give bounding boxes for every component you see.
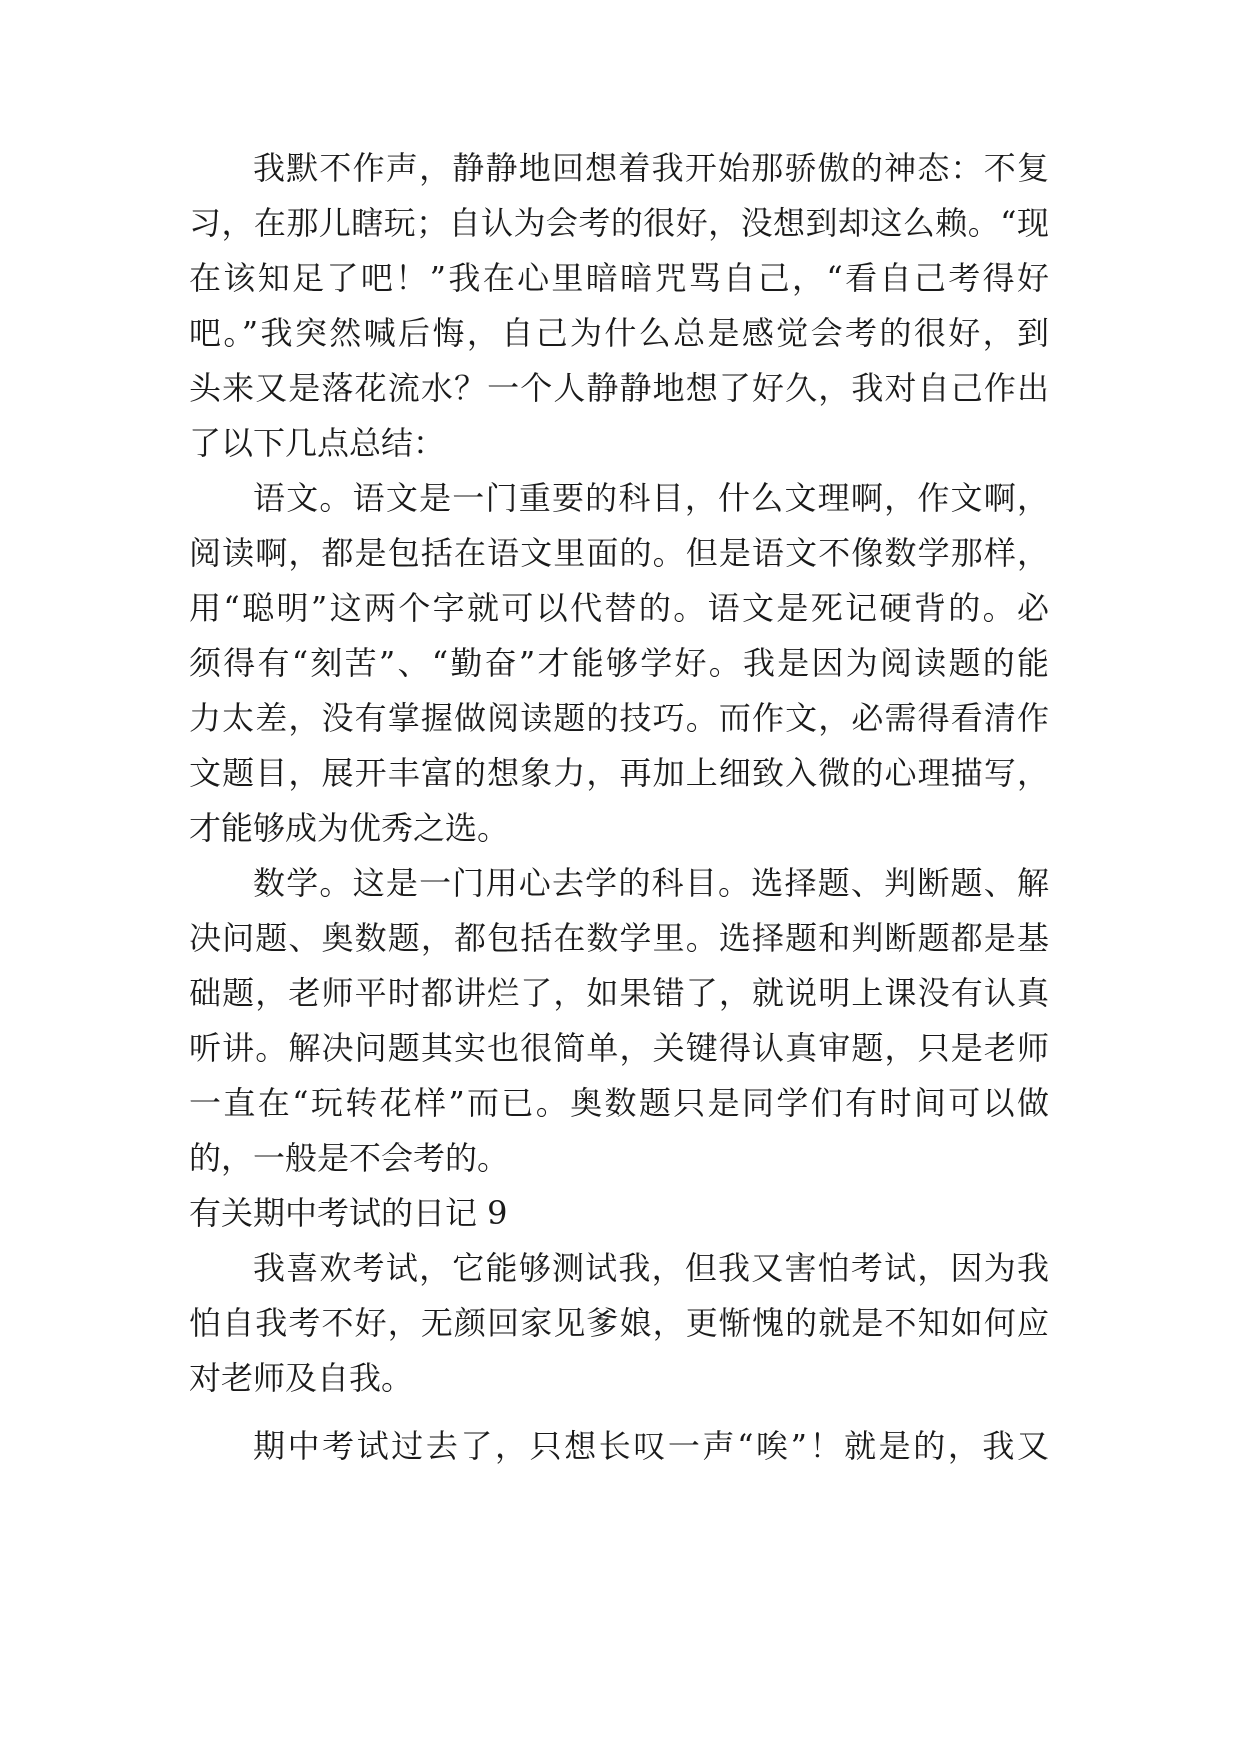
paragraph-2-line-5: 力太差，没有掌握做阅读题的技巧。而作文，必需得看清作 <box>189 699 1049 737</box>
section-paragraph-1-line-1: 我喜欢考试，它能够测试我，但我又害怕考试，因为我 <box>253 1249 1049 1287</box>
paragraph-3-line-1: 数学。这是一门用心去学的科目。选择题、判断题、解 <box>253 864 1049 902</box>
paragraph-2-line-4: 须得有“刻苦”、“勤奋”才能够学好。我是因为阅读题的能 <box>189 644 1049 682</box>
paragraph-3-line-4: 听讲。解决问题其实也很简单，关键得认真审题，只是老师 <box>189 1029 1049 1067</box>
paragraph-3-line-5: 一直在“玩转花样”而已。奥数题只是同学们有时间可以做 <box>189 1084 1049 1122</box>
paragraph-1-line-2: 习，在那儿瞎玩；自认为会考的很好，没想到却这么赖。“现 <box>189 204 1049 242</box>
section-paragraph-1-line-3: 对老师及自我。 <box>189 1359 414 1397</box>
paragraph-3-line-2: 决问题、奥数题，都包括在数学里。选择题和判断题都是基 <box>189 919 1049 957</box>
section-paragraph-1-line-2: 怕自我考不好，无颜回家见爹娘，更惭愧的就是不知如何应 <box>189 1304 1049 1342</box>
paragraph-3-line-3: 础题，老师平时都讲烂了，如果错了，就说明上课没有认真 <box>189 974 1049 1012</box>
section-paragraph-2-line-1: 期中考试过去了，只想长叹一声“唉”！就是的，我又 <box>253 1427 1049 1465</box>
paragraph-1-line-3: 在该知足了吧！”我在心里暗暗咒骂自己，“看自己考得好 <box>189 259 1049 297</box>
paragraph-2-line-2: 阅读啊，都是包括在语文里面的。但是语文不像数学那样， <box>189 534 1049 572</box>
paragraph-1-line-1: 我默不作声，静静地回想着我开始那骄傲的神态：不复 <box>253 149 1049 187</box>
paragraph-2-line-3: 用“聪明”这两个字就可以代替的。语文是死记硬背的。必 <box>189 589 1049 627</box>
paragraph-1-line-4: 吧。”我突然喊后悔，自己为什么总是感觉会考的很好，到 <box>189 314 1049 352</box>
paragraph-1-line-5: 头来又是落花流水？一个人静静地想了好久，我对自己作出 <box>189 369 1049 407</box>
paragraph-2-line-7: 才能够成为优秀之选。 <box>189 809 510 847</box>
paragraph-2-line-6: 文题目，展开丰富的想象力，再加上细致入微的心理描写， <box>189 754 1049 792</box>
paragraph-3-line-6: 的，一般是不会考的。 <box>189 1139 510 1177</box>
paragraph-1-line-6: 了以下几点总结： <box>189 424 446 462</box>
paragraph-2-line-1: 语文。语文是一门重要的科目，什么文理啊，作文啊， <box>253 479 1049 517</box>
section-title: 有关期中考试的日记 9 <box>189 1194 508 1232</box>
